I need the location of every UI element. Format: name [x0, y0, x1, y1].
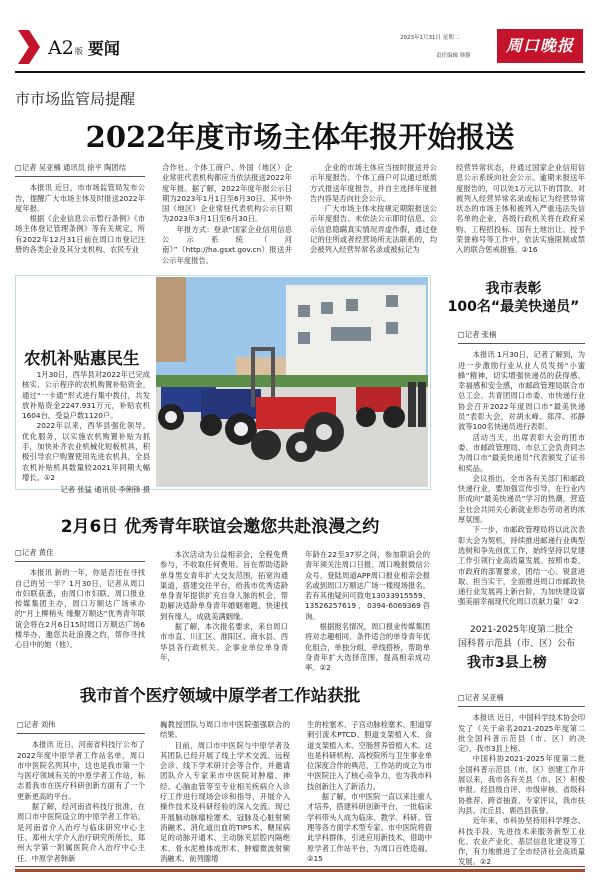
youth-byline: □记者 黄佳 — [15, 548, 145, 562]
medical-headline: 我市首个医疗领域中原学者工作站获批 — [79, 686, 361, 705]
paragraph: 合作社、个体工商户、外国（地区）企业常驻代表机构都应当依法报送2022年度年报。据了解，2022年度年报公示日期为2023年1月1日至6月30日。其中外国（地区）企业常驻代表机构公示日期为2023年3月1日至6月30日。 — [162, 163, 292, 224]
paragraph: 近年来，市科协坚持用科学理念、科技手段、先进技术来服务新型工业化、农业产业化、基层信息化建设等工作，有力地推进了全市经济社会高质量发展。②2 — [458, 816, 585, 867]
farm-text — [22, 370, 150, 496]
market-byline: □记者 吴亚楠 通讯员 徐平 陶团结 — [15, 163, 145, 177]
market-column-3 — [310, 163, 437, 256]
medical-column-3 — [307, 720, 432, 864]
red-tractor-back — [356, 382, 426, 428]
youth-column-2 — [160, 550, 288, 663]
section-chevron-icon — [18, 30, 40, 64]
market-column-2 — [162, 163, 292, 266]
paragraph: 本报讯 近日，河南省科技厅公布了2022年度中原学者工作站名单，周口市中医院名列其中，这也是我市第一个与医疗领域有关的中原学者工作站，标志着我市在医疗科研创新方面有了一个更新更高的平台。 — [17, 740, 145, 801]
paragraph: 年报方式：登录“国家企业信用信息公示系统（河南）”（http://ha.gsxt.gov.cn）报送并公示年度报告。 — [162, 224, 292, 265]
tractor-photo — [156, 277, 428, 487]
newspaper-logo: 周口晚报 — [497, 29, 583, 63]
paragraph: 本报讯 1月30日，记者了解到，为进一步激励行业从业人员发扬“小蜜蜂”精神，切实增强快递员的获得感、幸福感和安全感，市邮政管理局联合市总工会、共青团周口市委、市快递行业协会召开2022年度周口市“最美快递员”表彰大会，对胡永峰、郑萍、祁静波等100名快递员进行表彰。 — [458, 350, 585, 432]
courier-headline-line2: 100名“最美快递员” — [447, 299, 580, 315]
masthead-rule — [15, 71, 585, 73]
market-headline: 2022年度市场主体年报开始报送 — [85, 120, 515, 154]
science-text — [458, 693, 585, 868]
science-byline: □记者 吴亚楠 — [458, 693, 585, 707]
paragraph: 会议指出，全市各有关部门和邮政快递行业，要加强宣传引导，在行业内形成向“最美快递员”学习的热潮，营造全社会共同关心新就业形态劳动者的浓厚氛围。 — [458, 473, 585, 525]
courier-headline-line1: 我市表彰 — [485, 281, 542, 297]
section-suffix: 版 — [74, 47, 83, 56]
youth-column-3 — [305, 550, 430, 674]
photo-credit: 记者 张猛 通讯员 李俐锋 摄 — [60, 485, 150, 495]
paragraph: 本报讯 新的一年，你是否还在寻找自己的另一半？1月30日，记者从周口市妇联获悉，由周口市妇联、周口报业传媒集团主办，周口万顺达广场承办的“月上柳梢头 缘聚万顺达”优秀青年联谊会将在2月6日15时周口万顺达广场6楼举办，邀您共赴浪漫之约，帮你寻找心目中的她（他）。 — [15, 568, 145, 650]
paragraph: 2022年以来，西华县强化领导，优化服务，以实施农机购置补贴为抓手，加快补齐农业机械化短板机具，积极引导农户购置使用先进农机具，全县农机补贴机具数量较2021年同期大幅增长。①2 — [22, 421, 150, 482]
section-name: 要闻 — [87, 39, 120, 58]
science-headline: 我市3县上榜 — [467, 655, 547, 671]
section-label — [48, 36, 120, 59]
science-kicker-line2: 国科普示范县（市、区）公布 — [458, 639, 576, 649]
paragraph: 经营异常状态，并通过国家企业信用信息公示系统向社会公示。逾期未报送年度报告的，可以处1万元以下的罚款。对被列入经营异常名录或标记为经营异常状态的市场主体和被列入严重违法失信名单的企业，各级行政机关将在政府采购、工程招投标、国有土地出让、授予荣誉称号等工作中，依法实施限制或禁入的联合惩戒措施。②16 — [456, 163, 585, 255]
courier-text — [458, 330, 585, 608]
youth-column-1 — [15, 548, 145, 651]
paragraph: 生的栓塞术、子宫动脉栓塞术、胆道穿刺引流术PTCD、胆道支架植入术、食道支架植入术、空肠营养管植入术。这也是科研机构、高校院所与卫生事业单位深度合作的典范，工作站的成立为市中医院注入了核心竞争力，也为我市科技创新注入了新活力。 — [307, 720, 432, 791]
paragraph: 活动当天，出席表彰大会的团市委、市邮政管理局、市总工会负责同志为周口市“最美快递员”代表颁发了证书和奖品。 — [458, 432, 585, 473]
footer-rule — [15, 866, 585, 867]
farm-headline: 农机补贴惠民生 — [24, 349, 140, 368]
paragraph: 据了解，本次报名要求，来自周口市市直、川汇区、淮阳区、商水县、西华县各行政机关、企事业单位单身青年， — [160, 622, 288, 662]
paragraph: 据了解，经河南省科技厅批准，在周口市中医院设立的中原学者工作站，是河南省介入治疗与临床研究中心主任、郑州大学介入治疗研究所所长、郑州大学第一附属医院介入治疗中心主任、中原学者韩新 — [17, 802, 145, 863]
paragraph: 根据《企业信息公示暂行条例》《市场主体登记管理条例》等有关规定，所有2022年12月31日前在周口市登记注册的各类企业及其分支机构、农民专业 — [15, 214, 145, 255]
paragraph: 广大市场主体未按规定期限报送公示年度报告、未依法公示即时信息、公示信息隐瞒真实情况弄虚作假，通过登记的住所或者经营场所无法联系的，均会被列入经营异常名录或被标记为 — [310, 204, 437, 255]
market-kicker: 市市场监管局提醒 — [15, 90, 136, 108]
paragraph: 据了解，市中医院一直以来注重人才培养，搭建科研创新平台，一批临床学科带头人成为临床、教学、科研、管理等各方面学术型专家。市中医院将借此学科群体，引进应用新技术，借助中原学者工作站平台，为周口百姓造福。②15 — [307, 792, 432, 863]
medical-column-1 — [17, 720, 145, 864]
section-code: A2 — [48, 37, 74, 59]
paragraph: 本次活动为公益相亲会，全程免费参与，不收取任何费用。旨在帮助适龄单身男女青年扩大交友范围，拓宽沟通渠道，搭建交往平台，给我市优秀适龄单身青年提供扩充自身人脉的机会，帮助解决适龄单身青年婚姻难题，快速找到有缘人，成就美满姻缘。 — [160, 550, 288, 621]
paragraph: 目前，周口市中医院与中原学者及其团队已经开展了线上学术交流、远程会诊、线下学术研讨会等合作，并邀请团队介入专家来市中医院对肿瘤、神经、心脑血管等至专业相关疾病介入诊疗工作进行现场会诊和指导，开展介入操作技术及科研经验的深入交流。现已开展脑动脉瘤栓塞术、冠脉及心脏射频消融术、消化道出血的TIPS术、糖尿病足的动脉开通术、主动脉夹层腔内隔绝术、骨水泥椎体成形术、肿瘤微波射频消融术、前列腺增 — [160, 740, 290, 863]
paragraph: 本报讯 近日，中国科学技术协会印发了《关于命名2021-2025年度第二批全国科普示范县（市、区）的决定》，我市3县上榜。 — [458, 713, 585, 754]
paragraph: 根据报名情况，周口报业传媒集团将对志趣相同、条件适合的单身青年优化组合，单独分组，牵线搭桥，帮助单身青年扩大选择范围，提高相亲成功率。②2 — [305, 622, 430, 673]
market-column-1 — [15, 163, 145, 255]
paragraph: 下一步，市邮政管理局将以此次表彰大会为契机，持续推进邮递行业典型选树和争先创优工作，始终坚持以党建工作引领行业高质量发展。按照市委、市政府的部署要求，团结一心、锐意进取、担当实干，全面推进周口市邮政快递行业发展再上新台阶，为加快建设富强美丽幸福现代化周口贡献力量！②2 — [458, 525, 585, 607]
issue-date: 2023年1月31日 星期二 — [400, 35, 460, 41]
science-kicker-line1: 2021-2025年度第二批全 — [470, 625, 574, 635]
medical-column-2 — [160, 720, 290, 864]
paragraph: 年龄在22至37岁之间，参加联谊会的青年须关注周口日报、周口晚报微信公众号，登陆周道APP周口报业相亲会报名或到周口万顺达广场一楼现场报名。若有其他疑问可致电13033915559、13526257619、0394-6069369咨询。 — [305, 550, 430, 621]
courier-byline: □记者 张楠 — [458, 330, 585, 344]
paragraph: 中国科协2021-2025年度第二批全国科普示范县（市、区）创建工作开展以来，我市各有关县（市、区）积极申报。经县级自评、市级审核、省级科协推荐、跨省抽查、专家评议，我市扶沟县、沈丘县、鹿邑县获誉。 — [458, 754, 585, 815]
editor-credit: 责任编辑 韩静 — [436, 53, 471, 59]
paragraph: 巍教授团队与周口市中医院强强联合的结果。 — [160, 720, 290, 740]
paragraph: 本报讯 近日，市市场监管局发布公告，提醒广大市场主体及时报送2022年度年报。 — [15, 183, 145, 213]
paragraph: 1月30日，西华县对2022年已完成核实、公示程序的农机购置补贴资金，通过“一卡通”形式进行集中拨付，共发放补贴资金2247.931万元，补贴农机1604台，受益户数1120户。 — [22, 370, 150, 421]
market-column-4 — [456, 163, 585, 256]
medical-byline: □记者 刘伟 — [17, 720, 145, 734]
footer-rule-thick — [15, 869, 585, 872]
paragraph: 企业的市场主体应当按时报送并公示年度报告。个体工商户可以通过纸质方式报送年度报告，并自主选择年度报告内容是否向社会公示。 — [310, 163, 437, 203]
youth-headline: 2月6日 优秀青年联谊会邀您共赴浪漫之约 — [60, 517, 380, 537]
